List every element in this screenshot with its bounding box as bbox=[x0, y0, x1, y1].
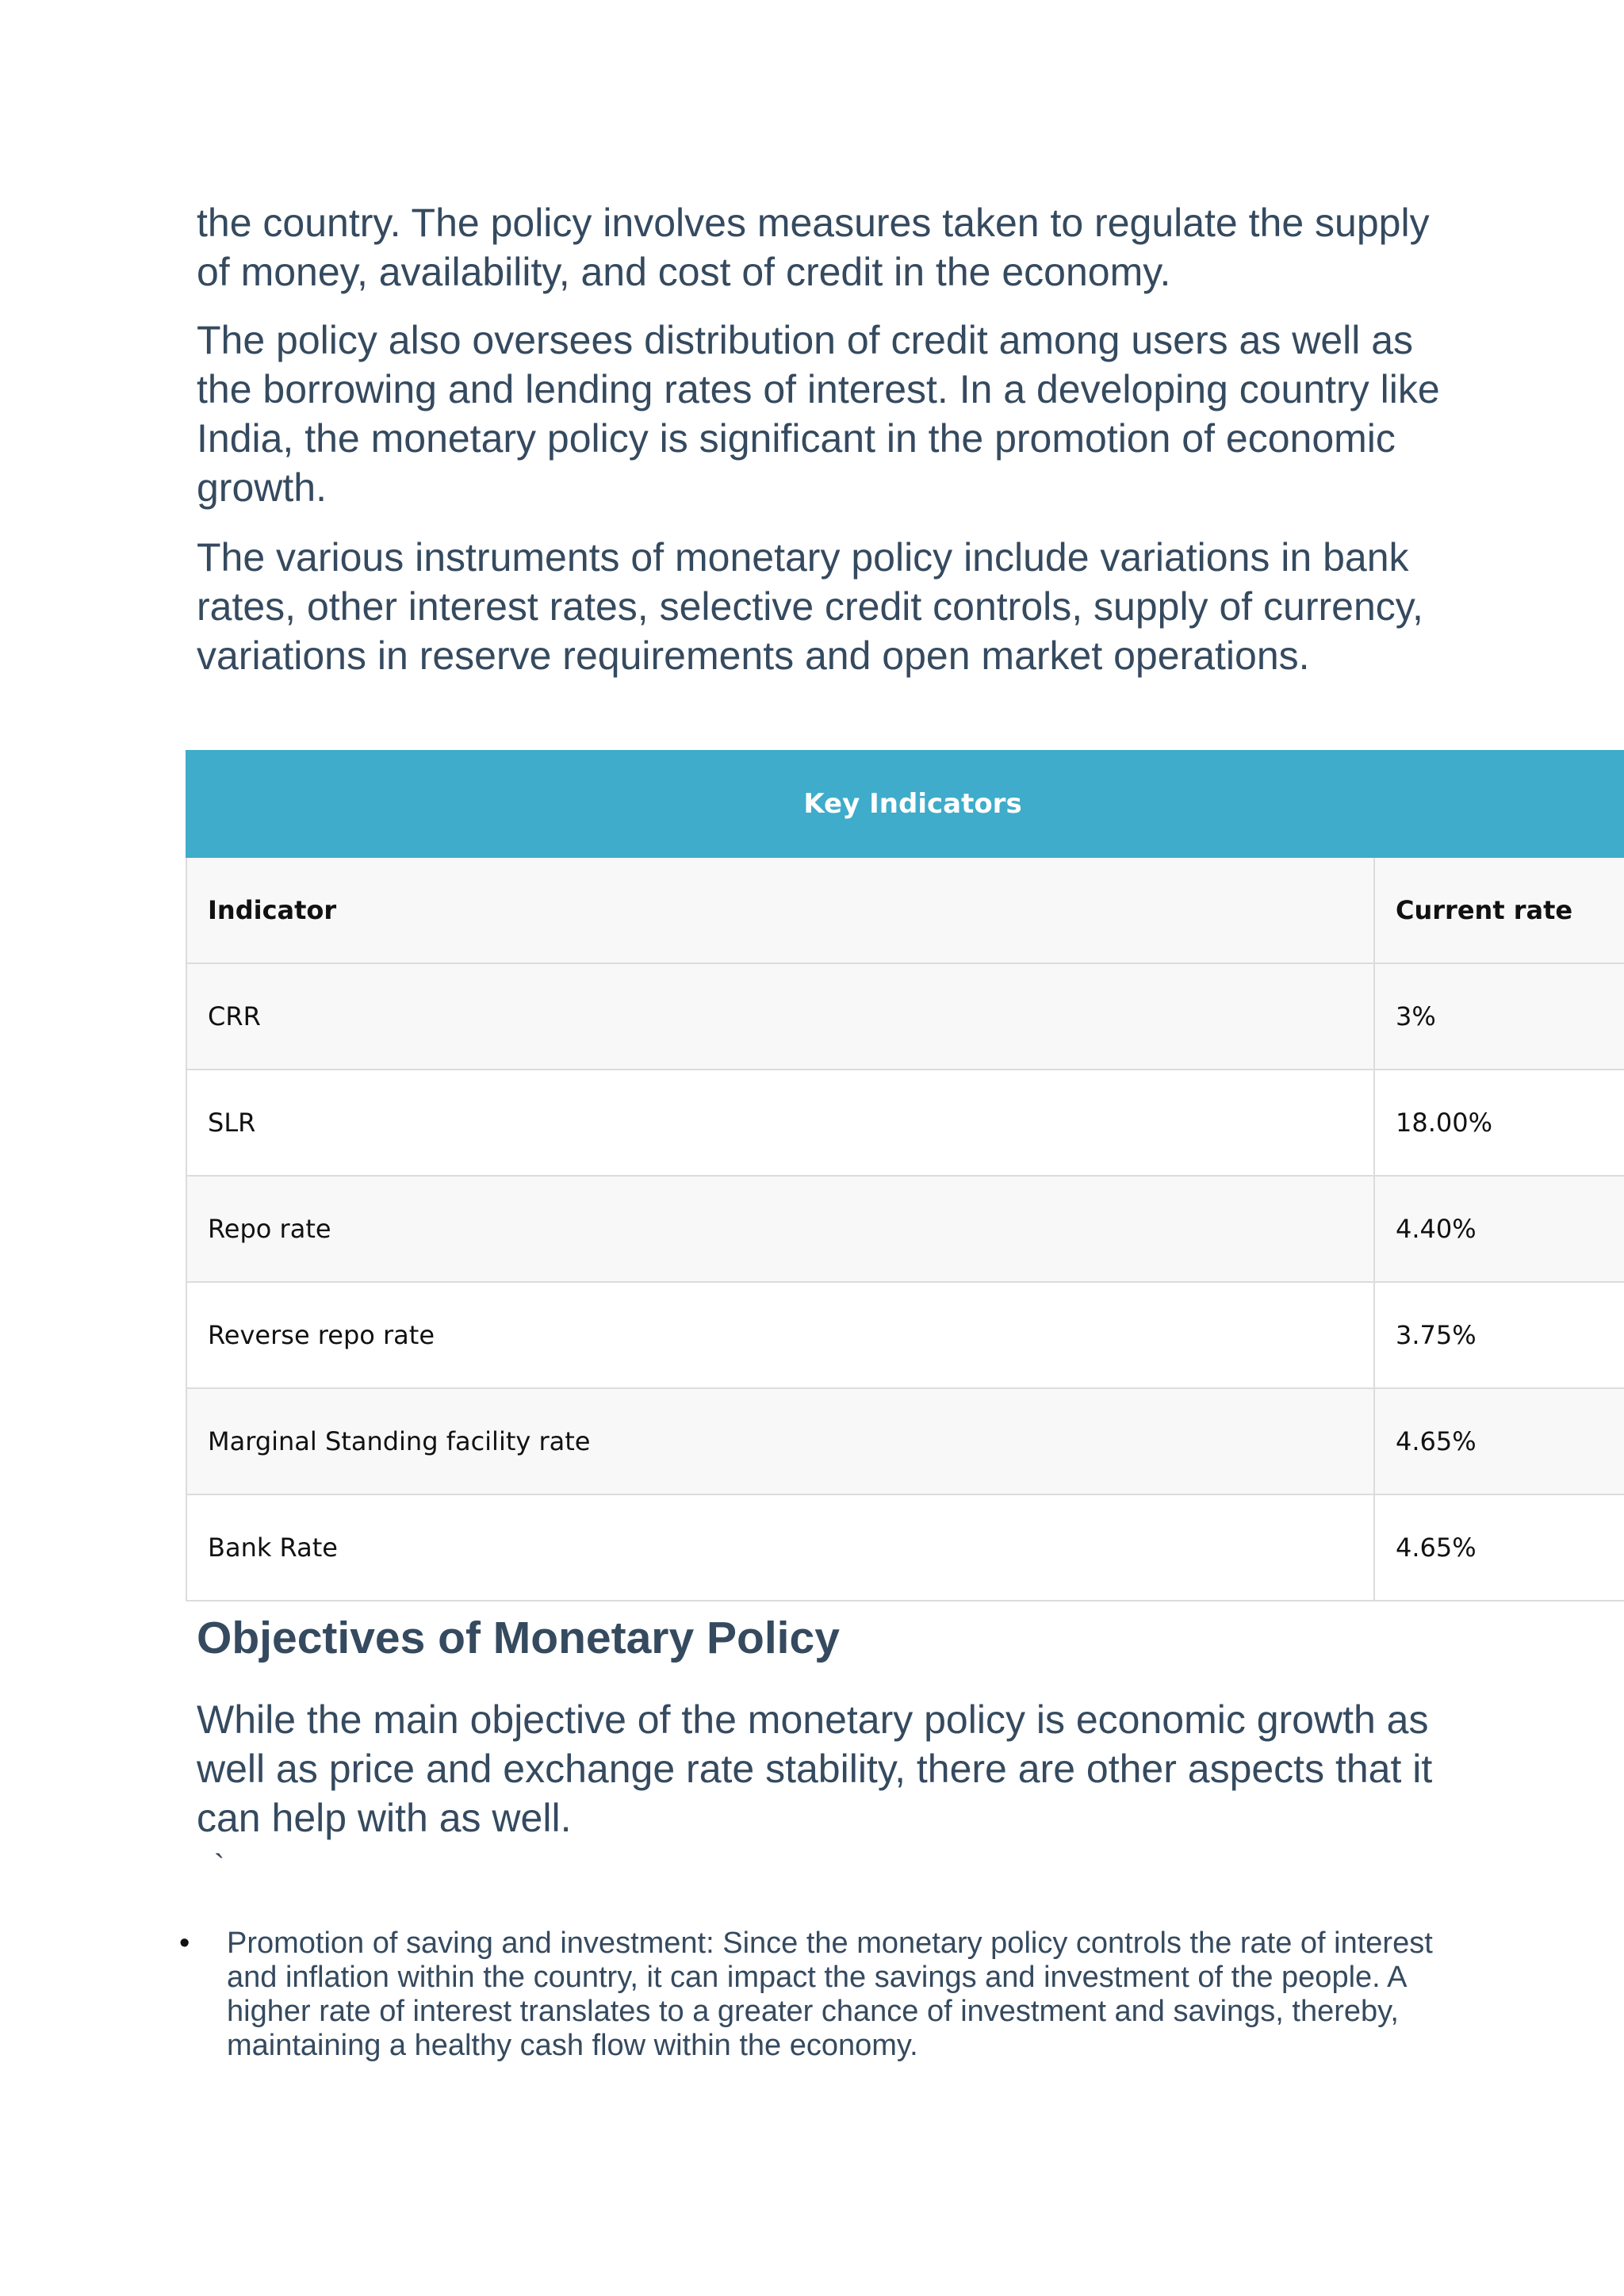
table-title-cell bbox=[186, 751, 1624, 857]
indicator-cell: Marginal Standing facility rate bbox=[186, 1388, 1374, 1494]
body-paragraph-3: The various instruments of monetary policy include variations in bank rates, other interest rates, selective credit controls, supply of currency, variations in reserve requirements and open market operations. bbox=[197, 535, 1423, 678]
rate-cell: 4.65% bbox=[1374, 1388, 1624, 1494]
stray-mark: ` bbox=[214, 1849, 225, 1884]
body-paragraph-2: The policy also oversees distribution of credit among users as well as the borrowing and lending rates of interest. In a developing country like India, the monetary policy is significant in the promotion of economic growth. bbox=[197, 318, 1440, 510]
indicator-cell: Repo rate bbox=[186, 1176, 1374, 1282]
table-row bbox=[186, 1494, 1624, 1601]
rate-cell: 3.75% bbox=[1374, 1282, 1624, 1388]
table-row bbox=[186, 1070, 1624, 1176]
list-item bbox=[176, 1927, 1445, 2063]
rate-cell: 4.40% bbox=[1374, 1176, 1624, 1282]
rate-cell: 18.00% bbox=[1374, 1070, 1624, 1176]
list-item-text: Promotion of saving and investment: Since the monetary policy controls the rate of interest and inflation within the country, it can impact the savings and investment of the people. A higher rate of interest translates to a greater chance of investment and savings, thereby, maintaining a healthy cash flow within the economy. bbox=[227, 1927, 1433, 2062]
indicator-cell: CRR bbox=[186, 963, 1374, 1070]
key-indicators-table-container bbox=[186, 750, 1624, 1601]
table-header-row bbox=[186, 857, 1624, 963]
section-intro-paragraph: While the main objective of the monetary policy is economic growth as well as price and exchange rate stability, there are other aspects that it can help with as well. bbox=[197, 1697, 1433, 1840]
rate-cell: 4.65% bbox=[1374, 1494, 1624, 1601]
table-title-row bbox=[186, 751, 1624, 857]
key-indicators-table bbox=[186, 750, 1624, 1601]
column-header-current-rate: Current rate bbox=[1374, 857, 1624, 963]
objectives-list bbox=[176, 1927, 1445, 2063]
section-heading: Objectives of Monetary Policy bbox=[197, 1613, 840, 1663]
table-row bbox=[186, 1388, 1624, 1494]
table-title: Key Indicators bbox=[803, 788, 1022, 820]
body-paragraph-1: the country. The policy involves measures taken to regulate the supply of money, availability, and cost of credit in the economy. bbox=[197, 201, 1430, 294]
table-row bbox=[186, 1282, 1624, 1388]
rate-cell: 3% bbox=[1374, 963, 1624, 1070]
bullet-icon: • bbox=[179, 1927, 190, 1960]
table-row bbox=[186, 963, 1624, 1070]
indicator-cell: Bank Rate bbox=[186, 1494, 1374, 1601]
column-header-indicator: Indicator bbox=[186, 857, 1374, 963]
indicator-cell: SLR bbox=[186, 1070, 1374, 1176]
table-row bbox=[186, 1176, 1624, 1282]
indicator-cell: Reverse repo rate bbox=[186, 1282, 1374, 1388]
